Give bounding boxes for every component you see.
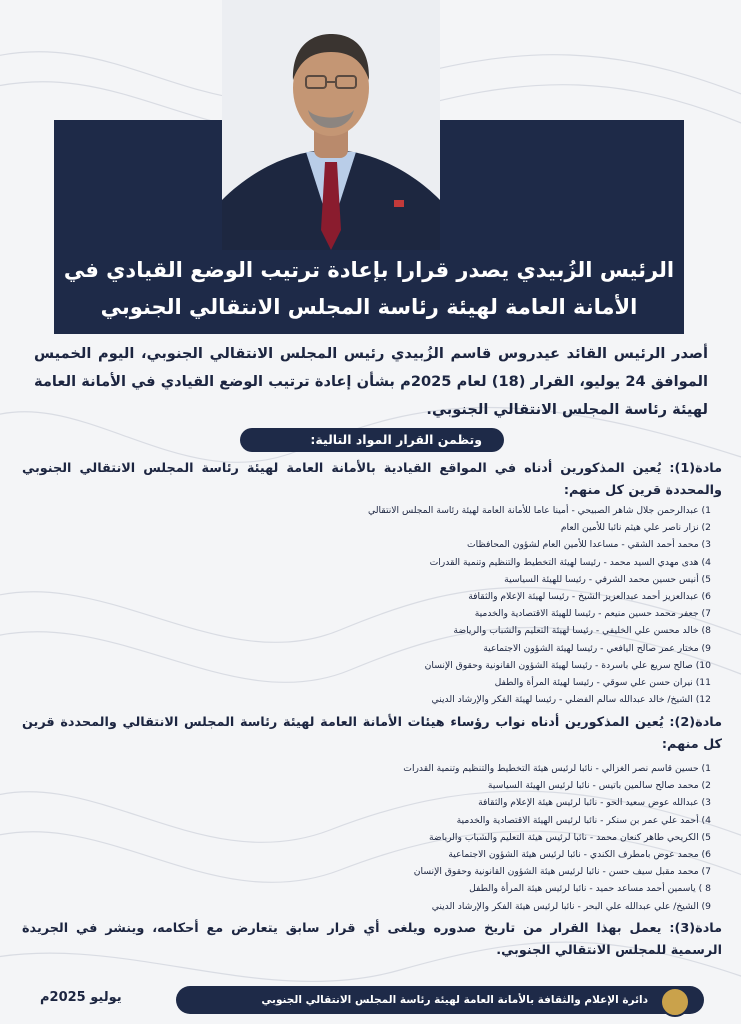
list-item: 2) محمد صالح سالمين باتيس - نائبا لرئيس الهيئة السياسية xyxy=(487,780,711,792)
list-item: 3) عبدالله عوض سعيد الحو - نائبا لرئيس هيئة الإعلام والثقافة xyxy=(478,797,711,809)
list-item: 9) مختار عمر صالح اليافعي - رئيسا لهيئة الشؤون الاجتماعية xyxy=(483,642,711,654)
emblem-icon xyxy=(660,987,690,1017)
title-line-2: الأمانة العامة لهيئة رئاسة المجلس الانتقالي الجنوبي xyxy=(100,295,638,319)
list-item: 4) هدى مهدي السيد محمد - رئيسا لهيئة التخطيط والتنظيم وتنمية القدرات xyxy=(429,556,711,568)
list-item: 5) الكريحي طاهر كنعان محمد - نائبا لرئيس هيئة التعليم والشباب والرياضة xyxy=(428,831,711,843)
article-3-text: مادة(3): يعمل بهذا القرار من تاريخ صدوره ويلغى أي قرار سابق يتعارض مع أحكامه، وينشر في الجريدة الرسمية للمجلس الانتقالي الجنوبي. xyxy=(22,921,722,958)
footer-bar xyxy=(176,986,704,1014)
list-item: 6) محمد عوض بامطرف الكندي - نائبا لرئيس هيئة الشؤون الاجتماعية xyxy=(448,849,711,861)
list-item: 1) عبدالرحمن جلال شاهر الصبيحي - أمينا عاما للأمانة العامة لهيئة رئاسة المجلس الانتقالي xyxy=(368,505,711,516)
list-item: 12) الشيخ/ خالد عبدالله سالم الفضلي - رئيسا لهيئة الفكر والإرشاد الديني xyxy=(431,694,711,706)
list-item: 2) نزار ناصر علي هيثم نائبا للأمين العام xyxy=(560,522,711,534)
page-title xyxy=(54,252,684,326)
list-item: 7) جعفر محمد حسين منيعم - رئيسا للهيئة الاقتصادية والخدمية xyxy=(474,608,711,620)
list-item: 9) الشيخ/ علي عبدالله علي البحر - نائبا لرئيس هيئة الفكر والإرشاد الديني xyxy=(431,900,711,912)
section-label: وتظمن القرار المواد التالية: xyxy=(240,428,504,452)
list-item: 8 ) ياسمين أحمد مساعد حميد - نائبا لرئيس هيئة المرأة والطفل xyxy=(469,883,711,895)
list-item: 4) أحمد علي عمر بن سنكر - نائبا لرئيس الهيئة الاقتصادية والخدمية xyxy=(456,814,711,826)
article-1-list xyxy=(111,502,711,708)
publish-date: يوليو 2025م xyxy=(40,990,122,1005)
list-item: 5) أنيس حسين محمد الشرفي - رئيسا للهيئة السياسية xyxy=(504,573,711,585)
president-portrait xyxy=(222,0,440,250)
list-item: 1) حسين قاسم نصر الغزالي - نائبا لرئيس هيئة التخطيط والتنظيم وتنمية القدرات xyxy=(403,763,711,774)
list-item: 10) صالح سريع علي باسردة - رئيسا لهيئة الشؤون القانونية وحقوق الإنسان xyxy=(424,659,711,671)
footer-department: دائرة الإعلام والثقافة بالأمانة العامة لهيئة رئاسة المجلس الانتقالي الجنوبي xyxy=(261,994,648,1006)
intro-paragraph: أصدر الرئيس القائد عيدروس قاسم الزُبيدي رئيس المجلس الانتقالي الجنوبي، اليوم الخميس الموافق 24 يوليو، القرار (18) لعام 2025م بشأن إعادة ترتيب الوضع القيادي في الأمانة العامة لهيئة رئاسة المجلس الانتقالي الجنوبي. xyxy=(34,345,709,418)
title-line-1: الرئيس الزُبيدي يصدر قرارا بإعادة ترتيب الوضع القيادي في xyxy=(63,258,675,282)
article-2-list xyxy=(111,760,711,915)
list-item: 3) محمد أحمد الشقي - مساعدا للأمين العام لشؤون المحافظات xyxy=(467,539,711,551)
list-item: 7) محمد مقبل سيف حسن - نائبا لرئيس هيئة الشؤون القانونية وحقوق الإنسان xyxy=(413,866,711,878)
article-1-text: مادة(1): يُعين المذكورين أدناه في المواقع القيادية بالأمانة العامة لهيئة رئاسة المجلس الانتقالي الجنوبي والمحددة قرين كل منهم: xyxy=(22,461,722,498)
list-item: 8) خالد محسن علي الخليفي - رئيسا لهيئة التعليم والشباب والرياضة xyxy=(453,625,711,637)
list-item: 11) نيران حسن علي سوقي - رئيسا لهيئة المرأة والطفل xyxy=(494,677,711,689)
article-2-text: مادة(2): يُعين المذكورين أدناه نواب رؤساء هيئات الأمانة العامة لهيئة رئاسة المجلس الانتقالي والمحددة قرين كل منهم: xyxy=(22,715,722,752)
list-item: 6) عبدالعزيز أحمد عبدالعزيز الشيخ - رئيسا لهيئة الإعلام والثقافة xyxy=(468,591,711,603)
